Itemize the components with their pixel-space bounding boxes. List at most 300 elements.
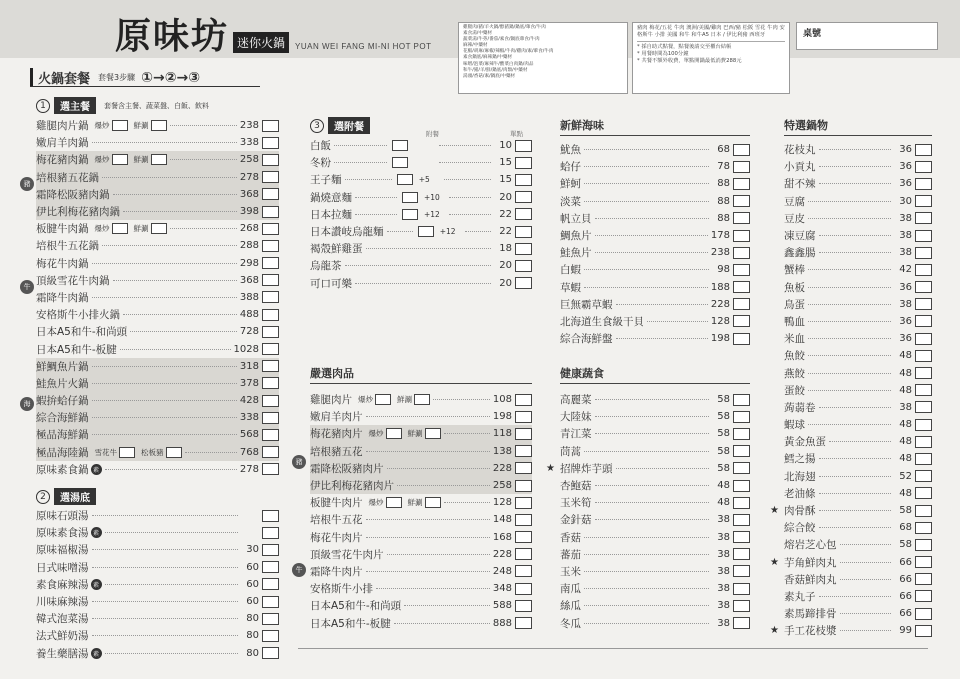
list-item[interactable] — [784, 416, 932, 433]
order-checkbox[interactable] — [262, 120, 279, 132]
order-checkbox[interactable] — [515, 277, 532, 289]
order-checkbox[interactable] — [262, 510, 279, 522]
list-item[interactable] — [310, 154, 532, 171]
list-item[interactable] — [770, 502, 932, 519]
item-name: 安格斯牛小排火鍋 — [36, 309, 120, 322]
addon-price: +12 — [424, 209, 440, 219]
leader-dots — [433, 399, 490, 400]
order-checkbox[interactable] — [915, 315, 932, 327]
order-checkbox[interactable] — [515, 514, 532, 526]
list-item[interactable] — [784, 588, 932, 605]
list-item[interactable] — [560, 313, 750, 330]
item-name: 梅花豬肉片 — [310, 428, 363, 441]
list-item[interactable] — [784, 261, 932, 278]
side-checkbox[interactable] — [402, 192, 418, 203]
leader-dots — [105, 469, 237, 470]
order-checkbox[interactable] — [733, 315, 750, 327]
list-item[interactable] — [36, 203, 279, 220]
order-checkbox[interactable] — [733, 264, 750, 276]
order-checkbox[interactable] — [515, 565, 532, 577]
order-checkbox[interactable] — [515, 140, 532, 152]
list-item[interactable] — [36, 426, 279, 443]
order-checkbox[interactable] — [915, 539, 932, 551]
order-checkbox[interactable] — [733, 583, 750, 595]
order-checkbox[interactable] — [733, 531, 750, 543]
list-item[interactable] — [560, 614, 750, 631]
option-checkbox[interactable] — [151, 223, 167, 234]
list-item[interactable] — [560, 529, 750, 546]
order-checkbox[interactable] — [733, 212, 750, 224]
order-checkbox[interactable] — [262, 429, 279, 441]
list-item[interactable] — [36, 117, 279, 134]
order-checkbox[interactable] — [733, 462, 750, 474]
order-checkbox[interactable] — [915, 144, 932, 156]
order-checkbox[interactable] — [515, 208, 532, 220]
list-item[interactable] — [560, 408, 750, 425]
order-checkbox[interactable] — [262, 223, 279, 235]
order-checkbox[interactable] — [915, 625, 932, 637]
list-item[interactable] — [770, 622, 932, 639]
list-item[interactable] — [36, 272, 279, 289]
list-item[interactable] — [784, 399, 932, 416]
list-item[interactable] — [310, 460, 532, 477]
order-checkbox[interactable] — [515, 497, 532, 509]
list-item[interactable] — [784, 158, 932, 175]
list-item[interactable] — [560, 511, 750, 528]
leader-dots — [120, 349, 231, 350]
order-checkbox[interactable] — [515, 174, 532, 186]
list-item[interactable] — [784, 141, 932, 158]
order-checkbox[interactable] — [733, 428, 750, 440]
list-item[interactable] — [784, 519, 932, 536]
order-checkbox[interactable] — [262, 630, 279, 642]
order-checkbox[interactable] — [733, 480, 750, 492]
list-item[interactable] — [36, 645, 279, 662]
order-checkbox[interactable] — [262, 137, 279, 149]
list-item[interactable] — [310, 494, 532, 511]
list-item[interactable] — [560, 210, 750, 227]
leader-dots — [334, 162, 387, 163]
item-name: 梅花牛肉片 — [310, 531, 363, 544]
option-checkbox[interactable] — [112, 223, 128, 234]
order-checkbox[interactable] — [262, 613, 279, 625]
item-price: 38 — [899, 230, 912, 242]
list-item[interactable] — [784, 330, 932, 347]
option-checkbox[interactable] — [375, 394, 391, 405]
option-checkbox[interactable] — [151, 120, 167, 131]
list-item[interactable] — [560, 330, 750, 347]
item-price: 38 — [717, 548, 730, 560]
order-checkbox[interactable] — [515, 394, 532, 406]
order-checkbox[interactable] — [515, 191, 532, 203]
list-item[interactable] — [310, 257, 532, 274]
option-checkbox[interactable] — [425, 497, 441, 508]
order-checkbox[interactable] — [915, 247, 932, 259]
order-checkbox[interactable] — [262, 446, 279, 458]
list-item[interactable] — [560, 261, 750, 278]
list-item[interactable] — [36, 507, 279, 524]
list-item[interactable] — [310, 443, 532, 460]
order-checkbox[interactable] — [733, 195, 750, 207]
list-item[interactable] — [310, 529, 532, 546]
item-price: 568 — [239, 429, 259, 441]
order-checkbox[interactable] — [915, 419, 932, 431]
list-item[interactable] — [36, 186, 279, 203]
option-checkbox[interactable] — [425, 428, 441, 439]
list-item[interactable] — [310, 391, 532, 408]
order-checkbox[interactable] — [262, 188, 279, 200]
note-line: 湯頭/香菇/素/鍋底/中藥材 — [463, 73, 516, 79]
order-checkbox[interactable] — [262, 309, 279, 321]
order-checkbox[interactable] — [262, 154, 279, 166]
list-item[interactable] — [36, 593, 279, 610]
order-checkbox[interactable] — [515, 600, 532, 612]
list-item[interactable] — [310, 546, 532, 563]
list-item[interactable] — [560, 563, 750, 580]
item-price: 38 — [717, 617, 730, 629]
order-checkbox[interactable] — [915, 487, 932, 499]
item-price: 368 — [239, 188, 259, 200]
order-checkbox[interactable] — [915, 401, 932, 413]
item-price: 58 — [899, 539, 912, 551]
list-item[interactable] — [36, 392, 279, 409]
item-price: 268 — [239, 223, 259, 235]
list-item[interactable] — [784, 605, 932, 622]
order-checkbox[interactable] — [915, 350, 932, 362]
side-checkbox[interactable] — [392, 157, 408, 168]
order-checkbox[interactable] — [733, 514, 750, 526]
option-checkbox[interactable] — [414, 394, 430, 405]
item-name: 極品海鮮鍋 — [36, 429, 89, 442]
order-checkbox[interactable] — [262, 412, 279, 424]
list-item[interactable] — [560, 391, 750, 408]
list-item[interactable] — [560, 443, 750, 460]
leader-dots — [808, 287, 891, 288]
list-item[interactable] — [560, 141, 750, 158]
order-checkbox[interactable] — [733, 548, 750, 560]
list-item[interactable] — [560, 494, 750, 511]
order-checkbox[interactable] — [262, 343, 279, 355]
main-course-header — [36, 97, 209, 114]
order-checkbox[interactable] — [915, 590, 932, 602]
leader-dots — [123, 314, 237, 315]
list-item[interactable] — [784, 227, 932, 244]
list-item[interactable] — [36, 340, 279, 357]
list-item[interactable] — [310, 511, 532, 528]
list-item[interactable] — [560, 580, 750, 597]
list-item[interactable] — [560, 546, 750, 563]
order-checkbox[interactable] — [515, 531, 532, 543]
leader-dots — [647, 321, 708, 322]
main-course-list — [36, 117, 279, 478]
list-item[interactable] — [36, 461, 279, 478]
item-name: 大陸妹 — [560, 411, 592, 424]
order-checkbox[interactable] — [515, 445, 532, 457]
order-checkbox[interactable] — [515, 548, 532, 560]
order-checkbox[interactable] — [915, 384, 932, 396]
item-price: 48 — [899, 453, 912, 465]
order-checkbox[interactable] — [733, 445, 750, 457]
item-name: 日式味噌湯 — [36, 561, 89, 574]
list-item[interactable] — [36, 323, 279, 340]
meats-header — [310, 365, 532, 384]
order-checkbox[interactable] — [515, 462, 532, 474]
order-checkbox[interactable] — [733, 600, 750, 612]
list-item[interactable] — [36, 358, 279, 375]
side-checkbox[interactable] — [397, 174, 413, 185]
order-checkbox[interactable] — [733, 230, 750, 242]
order-checkbox[interactable] — [262, 171, 279, 183]
order-checkbox[interactable] — [915, 333, 932, 345]
order-checkbox[interactable] — [915, 556, 932, 568]
list-item[interactable] — [784, 450, 932, 467]
list-item[interactable] — [560, 244, 750, 261]
option-checkbox[interactable] — [112, 120, 128, 131]
list-item[interactable] — [36, 151, 279, 168]
order-checkbox[interactable] — [515, 157, 532, 169]
order-checkbox[interactable] — [262, 578, 279, 590]
list-item[interactable] — [310, 580, 532, 597]
item-name: 燕餃 — [784, 367, 805, 380]
item-name: 養生藥膳湯 — [36, 647, 89, 660]
list-item[interactable] — [36, 169, 279, 186]
order-checkbox[interactable] — [733, 247, 750, 259]
list-item[interactable] — [784, 347, 932, 364]
order-checkbox[interactable] — [515, 617, 532, 629]
list-item[interactable] — [310, 240, 532, 257]
list-item[interactable] — [36, 576, 279, 593]
order-checkbox[interactable] — [262, 257, 279, 269]
order-checkbox[interactable] — [915, 195, 932, 207]
list-item[interactable] — [560, 158, 750, 175]
order-checkbox[interactable] — [915, 573, 932, 585]
vegetarian-icon: 素 — [91, 579, 102, 590]
item-name: 鍋燒意麵 — [310, 191, 352, 204]
item-price: 58 — [717, 428, 730, 440]
leader-dots — [819, 458, 892, 459]
order-checkbox[interactable] — [915, 505, 932, 517]
list-item[interactable] — [310, 425, 532, 442]
option-checkbox[interactable] — [151, 154, 167, 165]
list-item[interactable] — [36, 524, 279, 541]
list-item[interactable] — [560, 193, 750, 210]
order-checkbox[interactable] — [262, 463, 279, 475]
option-checkbox[interactable] — [112, 154, 128, 165]
order-checkbox[interactable] — [915, 522, 932, 534]
list-item[interactable] — [310, 275, 532, 292]
item-name: 伊比利梅花豬肉片 — [310, 480, 394, 493]
order-checkbox[interactable] — [262, 377, 279, 389]
option-checkbox[interactable] — [386, 497, 402, 508]
order-checkbox[interactable] — [733, 565, 750, 577]
leader-dots — [366, 519, 490, 520]
order-checkbox[interactable] — [915, 436, 932, 448]
order-checkbox[interactable] — [262, 527, 279, 539]
list-item[interactable] — [310, 597, 532, 614]
order-checkbox[interactable] — [733, 617, 750, 629]
list-item[interactable] — [310, 171, 532, 188]
order-checkbox[interactable] — [262, 360, 279, 372]
side-checkbox[interactable] — [392, 140, 408, 151]
item-name: 板腱牛肉片 — [310, 497, 363, 510]
list-item[interactable] — [784, 210, 932, 227]
leader-dots — [584, 183, 709, 184]
option-label: 爆炒 — [94, 155, 110, 165]
order-checkbox[interactable] — [733, 178, 750, 190]
list-item[interactable] — [560, 279, 750, 296]
list-item[interactable] — [36, 375, 279, 392]
list-item[interactable] — [784, 433, 932, 450]
list-item[interactable] — [560, 296, 750, 313]
list-item[interactable] — [310, 614, 532, 631]
list-item[interactable] — [36, 559, 279, 576]
item-price: 298 — [239, 257, 259, 269]
table-number-field[interactable] — [796, 22, 938, 50]
list-item[interactable] — [36, 255, 279, 272]
item-name: 雞腿肉片 — [310, 394, 352, 407]
table-number-label: 桌號 — [803, 29, 822, 39]
leader-dots — [92, 515, 239, 516]
list-item[interactable] — [784, 296, 932, 313]
item-name: 小貢丸 — [784, 161, 816, 174]
list-item[interactable] — [36, 289, 279, 306]
order-checkbox[interactable] — [733, 394, 750, 406]
list-item[interactable] — [784, 382, 932, 399]
list-item[interactable] — [784, 468, 932, 485]
list-item[interactable] — [784, 244, 932, 261]
list-item[interactable] — [770, 554, 932, 571]
order-checkbox[interactable] — [515, 411, 532, 423]
order-checkbox[interactable] — [915, 470, 932, 482]
item-name: 冬瓜 — [560, 617, 581, 630]
list-item[interactable] — [310, 206, 532, 223]
list-item[interactable] — [784, 193, 932, 210]
item-price: 30 — [899, 195, 912, 207]
leader-dots — [808, 201, 891, 202]
list-item[interactable] — [310, 563, 532, 580]
list-item[interactable] — [784, 279, 932, 296]
order-checkbox[interactable] — [733, 497, 750, 509]
item-name: 金針菇 — [560, 514, 592, 527]
order-checkbox[interactable] — [733, 281, 750, 293]
list-item[interactable] — [36, 306, 279, 323]
item-name: 蒟蒻卷 — [784, 401, 816, 414]
option-checkbox[interactable] — [386, 428, 402, 439]
order-checkbox[interactable] — [515, 583, 532, 595]
order-checkbox[interactable] — [915, 367, 932, 379]
list-item[interactable] — [560, 175, 750, 192]
leader-dots — [616, 468, 710, 469]
list-item[interactable] — [310, 477, 532, 494]
order-checkbox[interactable] — [515, 243, 532, 255]
list-item[interactable] — [560, 597, 750, 614]
order-checkbox[interactable] — [262, 274, 279, 286]
list-item[interactable] — [310, 223, 532, 240]
list-item[interactable] — [36, 444, 279, 461]
list-item[interactable] — [784, 485, 932, 502]
list-item[interactable] — [310, 137, 532, 154]
order-checkbox[interactable] — [262, 206, 279, 218]
leader-dots — [584, 605, 709, 606]
order-checkbox[interactable] — [515, 428, 532, 440]
item-name: 招牌炸芋頭 — [560, 462, 613, 475]
leader-dots — [92, 618, 239, 619]
order-checkbox[interactable] — [915, 281, 932, 293]
step-number: 2 — [36, 490, 50, 504]
list-item[interactable] — [310, 189, 532, 206]
item-name: 嫩肩羊肉片 — [310, 411, 363, 424]
list-item[interactable] — [560, 425, 750, 442]
order-checkbox[interactable] — [915, 298, 932, 310]
item-price: 42 — [899, 264, 912, 276]
list-item[interactable] — [784, 536, 932, 553]
list-item[interactable] — [784, 571, 932, 588]
leader-dots — [105, 532, 239, 533]
list-item[interactable] — [784, 313, 932, 330]
list-item[interactable] — [36, 134, 279, 151]
leader-dots — [92, 434, 237, 435]
order-checkbox[interactable] — [915, 178, 932, 190]
list-item[interactable] — [36, 610, 279, 627]
list-item[interactable] — [546, 460, 750, 477]
order-checkbox[interactable] — [915, 212, 932, 224]
order-checkbox[interactable] — [515, 480, 532, 492]
order-checkbox[interactable] — [733, 144, 750, 156]
side-checkbox[interactable] — [418, 226, 434, 237]
order-checkbox[interactable] — [915, 161, 932, 173]
option-checkbox[interactable] — [166, 447, 182, 458]
item-name: 培根牛五花鍋 — [36, 240, 99, 253]
order-checkbox[interactable] — [915, 264, 932, 276]
list-item[interactable] — [560, 227, 750, 244]
order-checkbox[interactable] — [515, 226, 532, 238]
order-checkbox[interactable] — [262, 647, 279, 659]
order-checkbox[interactable] — [733, 333, 750, 345]
order-checkbox[interactable] — [262, 561, 279, 573]
order-checkbox[interactable] — [733, 161, 750, 173]
list-item[interactable] — [36, 409, 279, 426]
order-checkbox[interactable] — [262, 291, 279, 303]
option-checkbox[interactable] — [119, 447, 135, 458]
item-name: 杏鮑菇 — [560, 480, 592, 493]
list-item[interactable] — [784, 364, 932, 381]
leader-dots — [819, 493, 892, 494]
order-checkbox[interactable] — [915, 230, 932, 242]
order-checkbox[interactable] — [262, 544, 279, 556]
order-checkbox[interactable] — [915, 453, 932, 465]
side-checkbox[interactable] — [402, 209, 418, 220]
item-name: 原味石頭湯 — [36, 510, 89, 523]
order-checkbox[interactable] — [915, 608, 932, 620]
list-item[interactable] — [36, 541, 279, 558]
list-item[interactable] — [784, 175, 932, 192]
list-item[interactable] — [36, 220, 279, 237]
list-item[interactable] — [310, 408, 532, 425]
order-checkbox[interactable] — [262, 395, 279, 407]
order-checkbox[interactable] — [262, 596, 279, 608]
order-checkbox[interactable] — [733, 298, 750, 310]
sides-badge: 選附餐 — [328, 117, 370, 134]
order-checkbox[interactable] — [262, 240, 279, 252]
addon-price: +10 — [424, 192, 440, 202]
list-item[interactable] — [560, 477, 750, 494]
list-item[interactable] — [36, 627, 279, 644]
order-checkbox[interactable] — [262, 326, 279, 338]
order-checkbox[interactable] — [515, 260, 532, 272]
order-checkbox[interactable] — [733, 411, 750, 423]
list-item[interactable] — [36, 237, 279, 254]
leader-dots — [345, 179, 392, 180]
